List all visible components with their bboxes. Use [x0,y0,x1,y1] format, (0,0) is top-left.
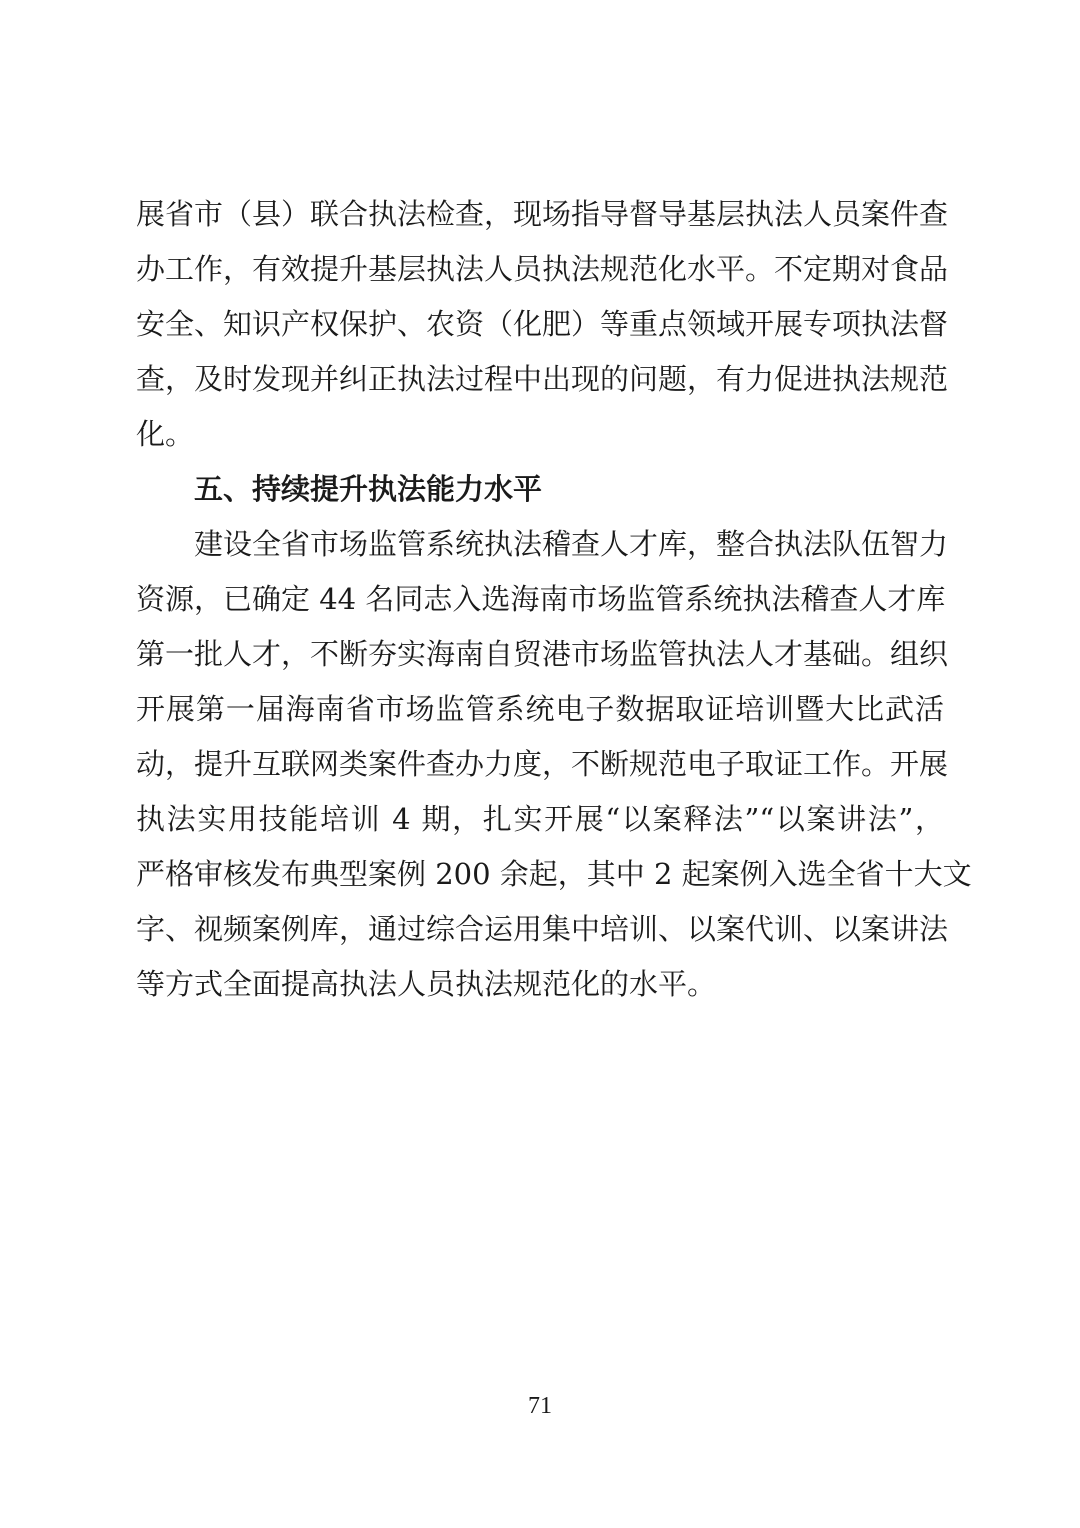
paragraph-line: 第一批人才，不断夯实海南自贸港市场监管执法人才基础。组织 [136,637,949,671]
paragraph-line: 等方式全面提高执法人员执法规范化的水平。 [136,967,717,1001]
paragraph-line: 执法实用技能培训 4 期，扎实开展“以案释法”“以案讲法”， [136,802,944,836]
paragraph-line: 严格审核发布典型案例 200 余起，其中 2 起案例入选全省十大文 [136,857,972,891]
page-number: 71 [528,1393,552,1419]
paragraph-line: 办工作，有效提升基层执法人员执法规范化水平。不定期对食品 [136,252,949,286]
paragraph-line: 动，提升互联网类案件查办力度，不断规范电子取证工作。开展 [136,747,949,781]
paragraph-line: 安全、知识产权保护、农资（化肥）等重点领域开展专项执法督 [136,307,949,341]
section-heading: 五、持续提升执法能力水平 [194,472,543,506]
paragraph-line: 资源，已确定 44 名同志入选海南市场监管系统执法稽查人才库 [136,582,946,616]
paragraph-line: 展省市（县）联合执法检查，现场指导督导基层执法人员案件查 [136,197,949,231]
paragraph-talent [136,517,972,1012]
paragraph-line: 化。 [136,417,195,451]
paragraph-continuation [136,187,949,462]
paragraph-line: 字、视频案例库，通过综合运用集中培训、以案代训、以案讲法 [136,912,949,946]
paragraph-line: 建设全省市场监管系统执法稽查人才库，整合执法队伍智力 [194,527,949,561]
document-body [136,187,972,1012]
paragraph-line: 查，及时发现并纠正执法过程中出现的问题，有力促进执法规范 [136,362,949,396]
paragraph-line: 开展第一届海南省市场监管系统电子数据取证培训暨大比武活 [136,692,944,726]
